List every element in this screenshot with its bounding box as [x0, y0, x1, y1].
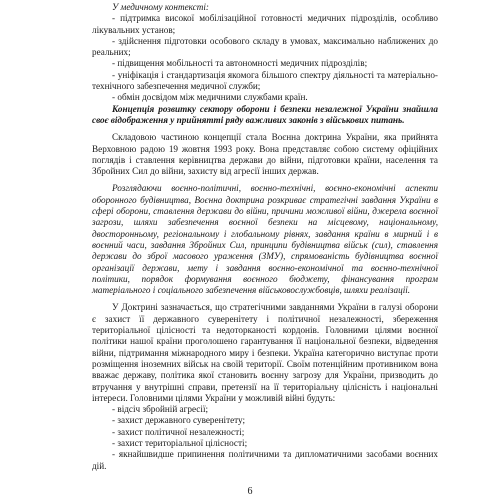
list-item: - здійснення підготовки особового складу в умовах, максимально наближених до реальних;: [92, 35, 438, 58]
list-item: - якнайшвидше припинення політичними та дипломатичними засобами воєнних дій.: [92, 449, 438, 471]
list-item: - обмін досвідом між медичними службами країн.: [112, 92, 308, 103]
list-item: - уніфікація і стандартизація якомога більшого спектру діяльності та матеріально-технічного забезпечення медичної служби;: [92, 69, 438, 92]
doctrine-paragraph: Складовою частиною концепції стала Воєнна доктрина України, яка прийнята Верховною радою 19 жовтня 1993 року. Вона представляє собою систему офіційних поглядів і ставлення керівництва держави до війни, підготовки країни, населення та Збройних Сил до війни, захисту від агресії інших держав.: [92, 132, 438, 177]
list-item: - підвищення мобільності та автономності медичних підрозділів;: [112, 58, 368, 69]
list-item: - відсіч збройній агресії;: [112, 404, 209, 415]
list-item: - захист політичної незалежності;: [112, 426, 245, 437]
goals-paragraph: У Доктрині зазначається, що стратегічними завданнями України в галузі оборони є захист її державного суверенітету і політичної незалежності, збереження територіальної цілісності та недоторканості кордонів. Головними цілями воєнної політики нашої країни проголошено гарантування її національної безпеки, відведення війни, підтримання міжнародного миру і безпеки. Україна категорично виступає проти розміщення іноземних військ на своїй території. Своїм потенційним противником вона вважає державу, політика якої становить воєнну загрозу для України, призводить до втручання у внутрішні справи, претензії на її територіальну цілісність і національні інтереси. Головними цілями України у можливій війні будуть:: [92, 302, 438, 403]
aspects-paragraph: Розглядаючи воєнно-політичні, воєнно-технічні, воєнно-економічні аспекти оборонного будівництва, Воєнна доктрина розкриває стратегічні завдання України в сфері оборони, ставлення держави до війни, причини можливої війни, джерела воєнної загрози, шляхи забезпечення воєнної безпеки на місцевому, національному, двосторонньому, регіональному і глобальному рівнях, завдання країни в мирний і в воєнний часи, завдання Збройних Сил, принципи будівництва військ (сил), ставлення держави до зброї масового ураження (ЗМУ), спрямованість будівництва воєнної організації держави, мету і завдання воєнно-економічної та воєнно-технічної політики, порядок формування воєнного бюджету, фінансування програм матеріального і соціального забезпечення військовослужбовців, шляхи реалізації.: [92, 183, 438, 296]
page-number: 6: [247, 486, 253, 497]
list-item: - захист територіальної цілісності;: [112, 437, 248, 448]
document-body: [92, 2, 438, 472]
list-item: - захист державного суверенітету;: [112, 415, 246, 426]
intro-line: У медичному контексті:: [112, 2, 209, 12]
list-item: - підтримка високої мобілізаційної готовності медичних підрозділів, особливо лікувальних установ;: [92, 13, 438, 35]
concept-paragraph: Концепція розвитку сектору оборони і безпеки незалежної України знайшла своє відображення у прийнятті ряду важливих законів з військових питань.: [92, 103, 438, 125]
